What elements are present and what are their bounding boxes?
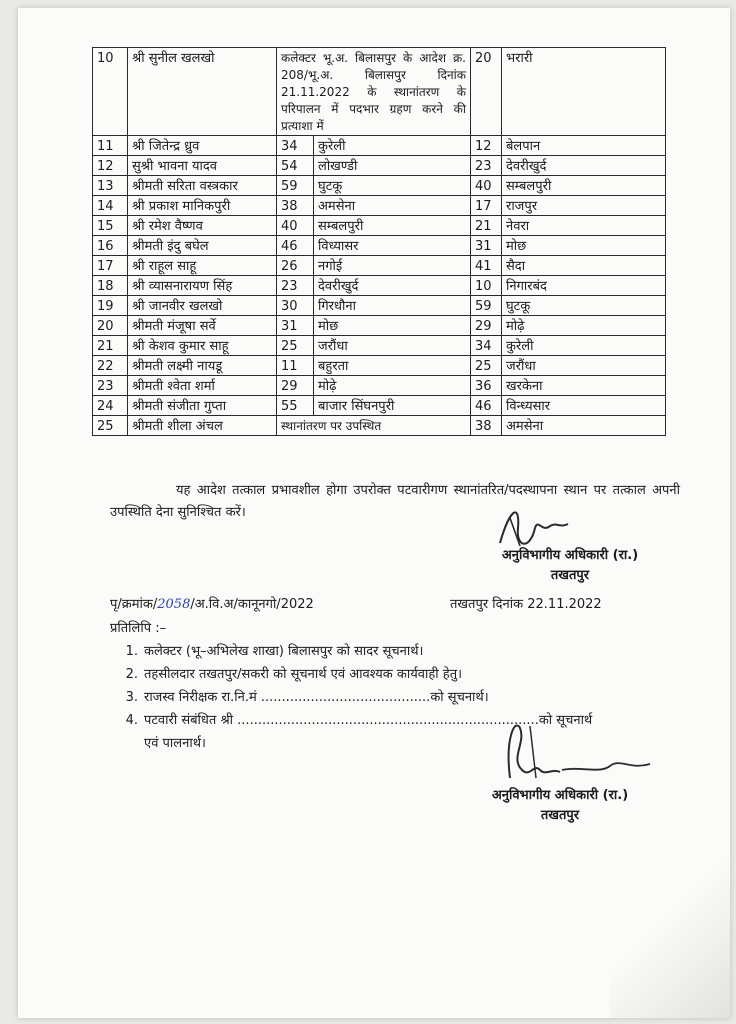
list-item — [110, 640, 680, 663]
new-halka-name-cell: निगारबंद — [502, 276, 666, 296]
new-halka-number-cell: 20 — [471, 48, 502, 136]
new-halka-number-cell: 23 — [471, 156, 502, 176]
new-halka-number-cell: 10 — [471, 276, 502, 296]
serial-number-cell: 16 — [93, 236, 128, 256]
serial-number-cell: 20 — [93, 316, 128, 336]
signature-mark-2 — [490, 708, 660, 788]
current-halka-name-cell: विध्यासर — [314, 236, 471, 256]
serial-number-cell: 24 — [93, 396, 128, 416]
table-row — [93, 376, 666, 396]
table-row — [93, 176, 666, 196]
current-halka-number-cell: 26 — [277, 256, 314, 276]
signatory-place-2: तखतपुर — [540, 808, 580, 823]
current-halka-name-cell: अमसेना — [314, 196, 471, 216]
table-row — [93, 236, 666, 256]
employee-name-cell: श्रीमती सरिता वस्त्रकार — [128, 176, 277, 196]
table-row — [93, 156, 666, 176]
remark-cell: स्थानांतरण पर उपस्थित — [277, 416, 471, 436]
employee-name-cell: श्री प्रकाश मानिकपुरी — [128, 196, 277, 216]
list-item-number: 4. — [125, 713, 138, 728]
serial-number-cell: 21 — [93, 336, 128, 356]
new-halka-name-cell: मोढ़े — [502, 316, 666, 336]
employee-name-cell: श्री रमेश वैष्णव — [128, 216, 277, 236]
table-row — [93, 196, 666, 216]
new-halka-number-cell: 12 — [471, 136, 502, 156]
new-halka-name-cell: अमसेना — [502, 416, 666, 436]
signature-block-2 — [470, 786, 650, 826]
signatory-place-1: तखतपुर — [550, 568, 590, 583]
current-halka-name-cell: कुरेली — [314, 136, 471, 156]
table-row — [93, 136, 666, 156]
serial-number-cell: 22 — [93, 356, 128, 376]
table-row — [93, 256, 666, 276]
current-halka-name-cell: नगोई — [314, 256, 471, 276]
new-halka-name-cell: कुरेली — [502, 336, 666, 356]
serial-number-cell: 12 — [93, 156, 128, 176]
table-row — [93, 396, 666, 416]
list-item-text: पटवारी संबंधित श्री .........................................................................को सूचनार्थ — [144, 713, 593, 728]
new-halka-number-cell: 38 — [471, 416, 502, 436]
serial-number-cell: 10 — [93, 48, 128, 136]
new-halka-number-cell: 17 — [471, 196, 502, 216]
current-halka-name-cell: बाजार सिंघनपुरी — [314, 396, 471, 416]
copy-to-heading: प्रतिलिपि :– — [110, 621, 167, 636]
serial-number-cell: 11 — [93, 136, 128, 156]
current-halka-name-cell: सम्बलपुरी — [314, 216, 471, 236]
new-halka-name-cell: विन्ध्यसार — [502, 396, 666, 416]
table-row — [93, 336, 666, 356]
list-item — [110, 686, 680, 709]
new-halka-name-cell: देवरीखुर्द — [502, 156, 666, 176]
new-halka-number-cell: 36 — [471, 376, 502, 396]
new-halka-number-cell: 40 — [471, 176, 502, 196]
new-halka-name-cell: राजपुर — [502, 196, 666, 216]
table-row — [93, 296, 666, 316]
new-halka-number-cell: 29 — [471, 316, 502, 336]
ref-handwritten-number: 2058 — [157, 597, 191, 612]
new-halka-name-cell: नेवरा — [502, 216, 666, 236]
employee-name-cell: श्रीमती श्वेता शर्मा — [128, 376, 277, 396]
employee-name-cell: श्री जानवीर खलखो — [128, 296, 277, 316]
current-halka-name-cell: घुटकू — [314, 176, 471, 196]
list-item-number: 3. — [125, 690, 138, 705]
new-halka-name-cell: बेलपान — [502, 136, 666, 156]
transfer-table-body — [93, 48, 666, 436]
table-row — [93, 416, 666, 436]
new-halka-number-cell: 59 — [471, 296, 502, 316]
current-halka-name-cell: देवरीखुर्द — [314, 276, 471, 296]
issue-date: तखतपुर दिनांक 22.11.2022 — [450, 597, 602, 612]
current-halka-number-cell: 31 — [277, 316, 314, 336]
current-halka-number-cell: 54 — [277, 156, 314, 176]
current-halka-number-cell: 25 — [277, 336, 314, 356]
list-item-text: राजस्व निरीक्षक रा.नि.मं .........................................को सूचनार्थ। — [144, 690, 489, 705]
reference-number — [110, 594, 314, 612]
current-halka-number-cell: 23 — [277, 276, 314, 296]
current-halka-number-cell: 55 — [277, 396, 314, 416]
current-halka-number-cell: 11 — [277, 356, 314, 376]
current-halka-number-cell: 30 — [277, 296, 314, 316]
employee-name-cell: श्री केशव कुमार साहू — [128, 336, 277, 356]
current-halka-name-cell: मोढ़े — [314, 376, 471, 396]
employee-name-cell: श्री व्यासनारायण सिंह — [128, 276, 277, 296]
remark-cell: कलेक्टर भू.अ. बिलासपुर के आदेश क्र. 208/भू.अ. बिलासपुर दिनांक 21.11.2022 के स्थानांतरण के परिपालन में पदभार ग्रहण करने की प्रत्याशा में — [277, 48, 471, 136]
current-halka-name-cell: लोखण्डी — [314, 156, 471, 176]
ref-prefix: पृ/क्रमांक/ — [110, 597, 158, 612]
serial-number-cell: 15 — [93, 216, 128, 236]
current-halka-name-cell: गिरधौना — [314, 296, 471, 316]
new-halka-number-cell: 41 — [471, 256, 502, 276]
transfer-table — [92, 47, 666, 436]
current-halka-number-cell: 34 — [277, 136, 314, 156]
new-halka-name-cell: भरारी — [502, 48, 666, 136]
new-halka-number-cell: 25 — [471, 356, 502, 376]
serial-number-cell: 23 — [93, 376, 128, 396]
current-halka-number-cell: 40 — [277, 216, 314, 236]
new-halka-name-cell: मोछ — [502, 236, 666, 256]
signatory-title-2: अनुविभागीय अधिकारी (रा.) — [491, 788, 629, 803]
new-halka-number-cell: 31 — [471, 236, 502, 256]
new-halka-number-cell: 21 — [471, 216, 502, 236]
current-halka-name-cell: मोछ — [314, 316, 471, 336]
employee-name-cell: श्रीमती संजीता गुप्ता — [128, 396, 277, 416]
table-row — [93, 316, 666, 336]
list-item — [110, 663, 680, 686]
order-text: यह आदेश तत्काल प्रभावशील होगा उपरोक्त पटवारीगण स्थानांतरित/पदस्थापना स्थान पर तत्काल अपनी उपस्थिति देना सुनिश्चित करें। — [110, 483, 680, 520]
signature-block-1 — [480, 546, 660, 586]
list-item-number: 2. — [125, 667, 138, 682]
serial-number-cell: 13 — [93, 176, 128, 196]
serial-number-cell: 19 — [93, 296, 128, 316]
employee-name-cell: श्री सुनील खलखो — [128, 48, 277, 136]
page-shadow — [610, 858, 730, 1018]
current-halka-number-cell: 38 — [277, 196, 314, 216]
current-halka-number-cell: 29 — [277, 376, 314, 396]
table-row — [93, 276, 666, 296]
serial-number-cell: 25 — [93, 416, 128, 436]
current-halka-number-cell: 59 — [277, 176, 314, 196]
new-halka-number-cell: 46 — [471, 396, 502, 416]
employee-name-cell: श्री राहूल साहू — [128, 256, 277, 276]
table-row — [93, 48, 666, 136]
current-halka-number-cell: 46 — [277, 236, 314, 256]
employee-name-cell: श्रीमती शीला अंचल — [128, 416, 277, 436]
order-paragraph — [110, 480, 680, 524]
serial-number-cell: 18 — [93, 276, 128, 296]
list-item-number: 1. — [125, 644, 138, 659]
new-halka-name-cell: सम्बलपुरी — [502, 176, 666, 196]
new-halka-name-cell: जरौंधा — [502, 356, 666, 376]
new-halka-number-cell: 34 — [471, 336, 502, 356]
list-item-continuation: एवं पालनार्थ। — [144, 736, 206, 751]
employee-name-cell: श्रीमती मंजूषा सर्वे — [128, 316, 277, 336]
employee-name-cell: सुश्री भावना यादव — [128, 156, 277, 176]
table-row — [93, 356, 666, 376]
table-row — [93, 216, 666, 236]
employee-name-cell: श्री जितेन्द्र ध्रुव — [128, 136, 277, 156]
new-halka-name-cell: खरकेना — [502, 376, 666, 396]
new-halka-name-cell: घुटकू — [502, 296, 666, 316]
current-halka-name-cell: बहुरता — [314, 356, 471, 376]
list-item-text: कलेक्टर (भू–अभिलेख शाखा) बिलासपुर को सादर सूचनार्थ। — [144, 644, 424, 659]
employee-name-cell: श्रीमती इंदु बघेल — [128, 236, 277, 256]
new-halka-name-cell: सैदा — [502, 256, 666, 276]
employee-name-cell: श्रीमती लक्ष्मी नायडू — [128, 356, 277, 376]
serial-number-cell: 14 — [93, 196, 128, 216]
list-item-text: तहसीलदार तखतपुर/सकरी को सूचनार्थ एवं आवश्यक कार्यवाही हेतु। — [144, 667, 463, 682]
serial-number-cell: 17 — [93, 256, 128, 276]
ref-suffix: /अ.वि.अ/कानूनगो/2022 — [190, 597, 314, 612]
signatory-title-1: अनुविभागीय अधिकारी (रा.) — [501, 548, 639, 563]
current-halka-name-cell: जरौंधा — [314, 336, 471, 356]
